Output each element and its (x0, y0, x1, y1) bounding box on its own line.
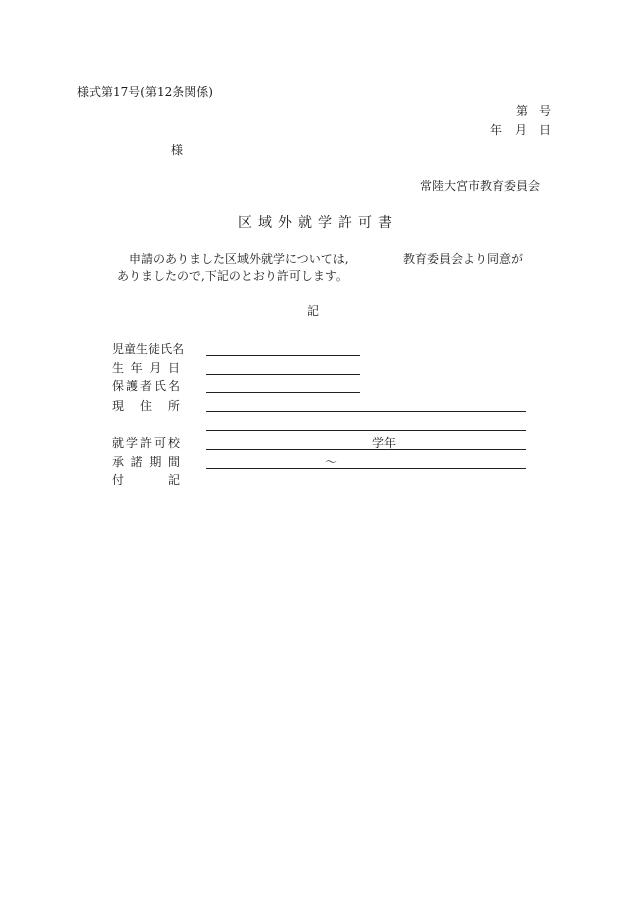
document-title: 区域外就学許可書 (238, 215, 398, 231)
date-year: 年 (490, 123, 503, 137)
date-month: 月 (515, 123, 528, 137)
period-separator: 〜 (325, 455, 338, 469)
label-school: 就 学 許 可 校 (112, 436, 180, 450)
student-name-line[interactable] (206, 355, 360, 356)
guardian-name-line[interactable] (206, 392, 360, 393)
address-line-1[interactable] (206, 411, 526, 412)
body-line-2: ありましたので,下記のとおり許可します。 (117, 269, 348, 283)
form-number: 様式第17号(第12条関係) (77, 85, 213, 99)
label-guardian-name: 保 護 者 氏 名 (112, 379, 180, 393)
body-line-1a: 申請のありました区域外就学については, (129, 252, 349, 266)
label-period: 承 諾 期 間 (112, 455, 180, 469)
label-notes: 付 記 (112, 473, 180, 487)
period-line[interactable] (206, 468, 526, 469)
date-day: 日 (539, 123, 552, 137)
label-student-name: 児童生徒氏名 (112, 342, 185, 356)
birth-date-line[interactable] (206, 374, 360, 375)
school-line[interactable] (206, 449, 526, 450)
address-line-2[interactable] (206, 430, 526, 431)
body-line-1b: 教育委員会より同意が (403, 252, 524, 266)
addressee-suffix: 様 (171, 143, 184, 157)
label-birth-date: 生 年 月 日 (112, 361, 180, 375)
issuer-name: 常陸大宮市教育委員会 (420, 179, 541, 193)
doc-number-go: 号 (539, 104, 552, 118)
doc-number-dai: 第 (516, 104, 529, 118)
school-grade-suffix: 学年 (372, 436, 397, 450)
label-address: 現 住 所 (112, 399, 180, 413)
ki-heading: 記 (307, 304, 320, 318)
